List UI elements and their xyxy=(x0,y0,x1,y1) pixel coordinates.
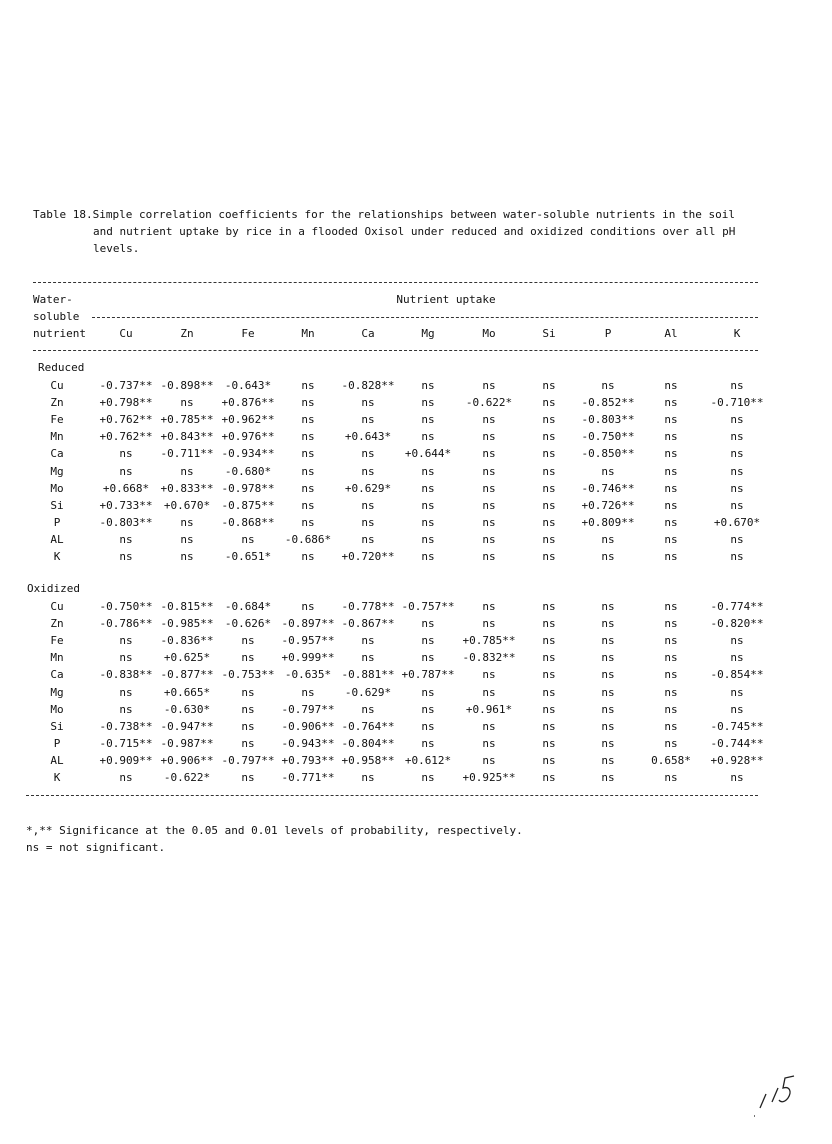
table-cell: ns xyxy=(601,464,615,478)
table-cell: ns xyxy=(361,651,375,665)
table-cell: ns xyxy=(601,736,615,750)
table-cell: ns xyxy=(664,413,678,427)
table-cell: -0.820** xyxy=(710,617,764,631)
table-cell: ns xyxy=(664,532,678,546)
table-cell: ns xyxy=(542,379,556,392)
table-cell: ns xyxy=(542,736,556,750)
table-cell: -0.744** xyxy=(710,736,764,750)
table-cell: +0.798** xyxy=(99,396,153,410)
table-cell: ns xyxy=(241,634,255,648)
table-cell: ns xyxy=(664,447,678,461)
table-cell: -0.836** xyxy=(160,634,214,648)
table-cell: ns xyxy=(421,617,435,631)
table-cell: ns xyxy=(301,498,315,512)
table-cell: -0.778** xyxy=(341,600,395,613)
table-cell: ns xyxy=(542,430,556,444)
table-cell: ns xyxy=(119,702,133,716)
table-cell: ns xyxy=(730,464,744,478)
table-cell: ns xyxy=(601,651,615,665)
table-cell: ns xyxy=(730,634,744,648)
table-cell: +0.843** xyxy=(160,430,214,444)
stub-header-line-2: soluble xyxy=(33,310,80,323)
header-rule xyxy=(33,350,758,351)
table-cell: ns xyxy=(664,685,678,699)
table-cell: ns xyxy=(664,515,678,529)
table-cell: ns xyxy=(421,719,435,733)
table-cell: -0.629* xyxy=(344,685,392,699)
table-cell: ns xyxy=(730,651,744,665)
table-cell: -0.947** xyxy=(160,719,214,733)
table-cell: +0.958** xyxy=(341,753,395,767)
handwritten-page-number xyxy=(752,1070,802,1120)
row-label: Mo xyxy=(50,481,64,495)
row-label: Cu xyxy=(50,600,64,613)
table-cell: ns xyxy=(664,651,678,665)
table-cell: ns xyxy=(601,771,615,784)
table-cell: +0.906** xyxy=(160,753,214,767)
table-cell: ns xyxy=(664,379,678,392)
table-cell: ns xyxy=(421,413,435,427)
table-cell: ns xyxy=(664,617,678,631)
table-cell: ns xyxy=(542,651,556,665)
group-header: Nutrient uptake xyxy=(396,293,496,306)
table-cell: ns xyxy=(361,702,375,716)
row-label: Zn xyxy=(50,617,64,631)
table-cell: ns xyxy=(601,532,615,546)
table-cell: ns xyxy=(664,736,678,750)
table-cell: ns xyxy=(301,396,315,410)
table-cell: +0.785** xyxy=(160,413,214,427)
table-cell: -0.771** xyxy=(281,771,335,784)
table-cell: ns xyxy=(664,600,678,613)
table-cell: ns xyxy=(301,379,315,392)
row-label: Fe xyxy=(50,634,64,648)
table-cell: ns xyxy=(542,771,556,784)
row-label: Mn xyxy=(50,651,64,665)
table-cell: ns xyxy=(542,719,556,733)
table-cell: +0.787** xyxy=(401,668,455,682)
table-cell: ns xyxy=(119,685,133,699)
table-cell: -0.745** xyxy=(710,719,764,733)
table-cell: ns xyxy=(119,651,133,665)
table-cell: ns xyxy=(664,668,678,682)
table-cell: ns xyxy=(119,550,133,563)
table-cell: +0.925** xyxy=(462,771,516,784)
table-cell: ns xyxy=(542,600,556,613)
table-cell: ns xyxy=(664,634,678,648)
table-cell: ns xyxy=(601,379,615,392)
table-cell: ns xyxy=(421,379,435,392)
column-header-al: Al xyxy=(664,327,678,340)
table-cell: ns xyxy=(361,634,375,648)
table-cell: +0.762** xyxy=(99,430,153,444)
table-cell: ns xyxy=(730,379,744,392)
table-cell: -0.746** xyxy=(581,481,635,495)
table-cell: ns xyxy=(361,464,375,478)
table-cell: ns xyxy=(730,481,744,495)
table-cell: -0.832** xyxy=(462,651,516,665)
table-cell: -0.877** xyxy=(160,668,214,682)
table-cell: ns xyxy=(664,702,678,716)
table-cell: +0.785** xyxy=(462,634,516,648)
table-cell: ns xyxy=(601,719,615,733)
table-cell: +0.876** xyxy=(221,396,275,410)
table-cell: +0.809** xyxy=(581,515,635,529)
table-cell: -0.680* xyxy=(224,464,272,478)
table-caption xyxy=(33,206,763,257)
table-cell: +0.733** xyxy=(99,498,153,512)
table-cell: ns xyxy=(542,515,556,529)
table-cell: ns xyxy=(301,515,315,529)
table-cell: -0.867** xyxy=(341,617,395,631)
row-label: P xyxy=(53,515,61,529)
table-cell: ns xyxy=(482,617,496,631)
table-cell: ns xyxy=(241,702,255,716)
table-cell: ns xyxy=(421,464,435,478)
row-label: Si xyxy=(50,498,64,512)
table-cell: ns xyxy=(361,498,375,512)
table-cell: ns xyxy=(361,413,375,427)
table-cell: ns xyxy=(241,771,255,784)
table-cell: ns xyxy=(241,651,255,665)
table-cell: ns xyxy=(421,736,435,750)
table-cell: ns xyxy=(482,515,496,529)
row-label: AL xyxy=(50,753,64,767)
table-cell: +0.762** xyxy=(99,413,153,427)
table-cell: ns xyxy=(482,430,496,444)
table-cell: ns xyxy=(542,498,556,512)
table-cell: -0.978** xyxy=(221,481,275,495)
table-cell: ns xyxy=(119,447,133,461)
table-cell: ns xyxy=(361,771,375,784)
table-cell: ns xyxy=(301,685,315,699)
table-cell: -0.711** xyxy=(160,447,214,461)
row-label: Cu xyxy=(50,379,64,392)
table-cell: ns xyxy=(482,481,496,495)
table-cell: +0.961* xyxy=(465,702,513,716)
table-cell: -0.686* xyxy=(284,532,332,546)
table-cell: ns xyxy=(730,550,744,563)
table-cell: ns xyxy=(482,379,496,392)
table-cell: ns xyxy=(482,498,496,512)
table-cell: ns xyxy=(542,617,556,631)
table-cell: ns xyxy=(730,771,744,784)
column-header-fe: Fe xyxy=(241,327,255,340)
bottom-rule xyxy=(26,795,758,796)
table-cell: ns xyxy=(361,396,375,410)
table-cell: ns xyxy=(482,532,496,546)
table-cell: ns xyxy=(301,550,315,563)
table-cell: -0.943** xyxy=(281,736,335,750)
table-cell: +0.625* xyxy=(163,651,211,665)
table-cell: ns xyxy=(482,753,496,767)
table-cell: -0.906** xyxy=(281,719,335,733)
table-cell: ns xyxy=(301,464,315,478)
table-cell: -0.957** xyxy=(281,634,335,648)
table-cell: ns xyxy=(301,600,315,613)
table-cell: -0.651* xyxy=(224,550,272,563)
table-cell: ns xyxy=(542,702,556,716)
table-cell: -0.630* xyxy=(163,702,211,716)
footnote-ns: ns = not significant. xyxy=(26,841,166,854)
table-cell: ns xyxy=(119,464,133,478)
row-label: K xyxy=(53,771,61,784)
column-header-mg: Mg xyxy=(421,327,435,340)
table-cell: ns xyxy=(241,736,255,750)
table-cell: ns xyxy=(421,481,435,495)
table-cell: ns xyxy=(482,600,496,613)
table-cell: ns xyxy=(730,498,744,512)
table-cell: ns xyxy=(482,736,496,750)
section-title-reduced: Reduced xyxy=(38,361,85,374)
table-cell: ns xyxy=(542,481,556,495)
table-cell: -0.753** xyxy=(221,668,275,682)
table-cell: +0.726** xyxy=(581,498,635,512)
table-cell: ns xyxy=(664,430,678,444)
table-cell: +0.643* xyxy=(344,430,392,444)
column-header-k: K xyxy=(733,327,741,340)
table-cell: ns xyxy=(601,702,615,716)
column-header-ca: Ca xyxy=(361,327,375,340)
table-cell: +0.833** xyxy=(160,481,214,495)
table-cell: +0.793** xyxy=(281,753,335,767)
row-label: Fe xyxy=(50,413,64,427)
row-label: P xyxy=(53,736,61,750)
table-cell: 0.658* xyxy=(651,753,691,767)
table-cell: +0.720** xyxy=(341,550,395,563)
table-cell: -0.797** xyxy=(221,753,275,767)
row-label: Mg xyxy=(50,464,64,478)
table-cell: ns xyxy=(119,771,133,784)
table-cell: +0.670* xyxy=(163,498,211,512)
table-cell: ns xyxy=(601,600,615,613)
table-cell: ns xyxy=(421,515,435,529)
table-cell: ns xyxy=(180,550,194,563)
table-cell: +0.670* xyxy=(713,515,761,529)
table-cell: ns xyxy=(482,719,496,733)
table-cell: +0.629* xyxy=(344,481,392,495)
row-label: AL xyxy=(50,532,64,546)
table-cell: -0.803** xyxy=(581,413,635,427)
row-label: K xyxy=(53,550,61,563)
table-cell: ns xyxy=(482,413,496,427)
table-cell: -0.875** xyxy=(221,498,275,512)
table-cell: ns xyxy=(664,719,678,733)
row-label: Mn xyxy=(50,430,64,444)
table-cell: ns xyxy=(601,550,615,563)
table-cell: -0.852** xyxy=(581,396,635,410)
row-label: Mg xyxy=(50,685,64,699)
table-cell: -0.738** xyxy=(99,719,153,733)
table-cell: ns xyxy=(421,651,435,665)
table-cell: ns xyxy=(542,685,556,699)
table-cell: ns xyxy=(301,481,315,495)
table-cell: -0.854** xyxy=(710,668,764,682)
table-cell: +0.976** xyxy=(221,430,275,444)
table-cell: ns xyxy=(730,430,744,444)
table-cell: +0.665* xyxy=(163,685,211,699)
table-cell: ns xyxy=(241,685,255,699)
table-cell: ns xyxy=(301,413,315,427)
table-cell: -0.684* xyxy=(224,600,272,613)
table-cell: ns xyxy=(664,771,678,784)
table-cell: -0.881** xyxy=(341,668,395,682)
table-cell: ns xyxy=(361,447,375,461)
table-cell: -0.643* xyxy=(224,379,272,392)
table-cell: ns xyxy=(180,532,194,546)
table-cell: ns xyxy=(241,532,255,546)
table-cell: ns xyxy=(664,550,678,563)
table-cell: ns xyxy=(361,515,375,529)
section-title-oxidized: Oxidized xyxy=(27,582,80,595)
table-cell: ns xyxy=(119,532,133,546)
row-label: Ca xyxy=(50,668,64,682)
table-cell: ns xyxy=(482,550,496,563)
table-cell: ns xyxy=(482,685,496,699)
table-cell: -0.797** xyxy=(281,702,335,716)
stub-header-line-3: nutrient xyxy=(33,327,86,340)
table-cell: ns xyxy=(601,753,615,767)
table-cell: ns xyxy=(421,396,435,410)
table-cell: -0.737** xyxy=(99,379,153,392)
table-cell: -0.715** xyxy=(99,736,153,750)
table-cell: -0.898** xyxy=(160,379,214,392)
row-label: Mo xyxy=(50,702,64,716)
table-cell: ns xyxy=(542,447,556,461)
table-cell: -0.622* xyxy=(465,396,513,410)
table-cell: -0.804** xyxy=(341,736,395,750)
group-rule xyxy=(92,317,758,318)
table-cell: ns xyxy=(180,396,194,410)
row-label: Ca xyxy=(50,447,64,461)
table-cell: ns xyxy=(542,396,556,410)
table-cell: ns xyxy=(482,464,496,478)
table-cell: ns xyxy=(301,447,315,461)
table-cell: -0.828** xyxy=(341,379,395,392)
table-cell: -0.635* xyxy=(284,668,332,682)
table-cell: -0.897** xyxy=(281,617,335,631)
table-cell: -0.786** xyxy=(99,617,153,631)
table-cell: ns xyxy=(180,515,194,529)
table-cell: ns xyxy=(730,447,744,461)
table-cell: ns xyxy=(241,719,255,733)
table-cell: -0.838** xyxy=(99,668,153,682)
table-cell: ns xyxy=(664,464,678,478)
table-cell: -0.750** xyxy=(581,430,635,444)
table-cell: +0.909** xyxy=(99,753,153,767)
table-cell: ns xyxy=(301,430,315,444)
caption-line-2: and nutrient uptake by rice in a flooded Oxisol under reduced and oxidized conditions over all pH xyxy=(93,225,736,238)
table-cell: ns xyxy=(601,634,615,648)
table-cell: ns xyxy=(664,481,678,495)
table-cell: +0.928** xyxy=(710,753,764,767)
table-cell: ns xyxy=(542,668,556,682)
table-cell: ns xyxy=(601,668,615,682)
table-cell: ns xyxy=(664,396,678,410)
table-cell: ns xyxy=(542,413,556,427)
table-cell: ns xyxy=(730,532,744,546)
footnote-significance: *,** Significance at the 0.05 and 0.01 levels of probability, respectively. xyxy=(26,824,523,837)
table-cell: ns xyxy=(421,702,435,716)
table-cell: -0.626* xyxy=(224,617,272,631)
table-cell: ns xyxy=(730,685,744,699)
table-cell: +0.999** xyxy=(281,651,335,665)
table-cell: ns xyxy=(482,668,496,682)
table-cell: ns xyxy=(482,447,496,461)
table-cell: -0.815** xyxy=(160,600,214,613)
table-cell: ns xyxy=(421,498,435,512)
table-cell: ns xyxy=(730,702,744,716)
table-cell: +0.962** xyxy=(221,413,275,427)
column-header-si: Si xyxy=(542,327,556,340)
column-header-cu: Cu xyxy=(119,327,133,340)
table-cell: -0.985** xyxy=(160,617,214,631)
table-cell: ns xyxy=(421,550,435,563)
caption-line-1: Table 18.Simple correlation coefficients for the relationships between water-soluble nutrients in the soil xyxy=(33,208,735,221)
table-cell: +0.644* xyxy=(404,447,452,461)
table-cell: ns xyxy=(421,685,435,699)
table-cell: ns xyxy=(601,617,615,631)
row-label: Si xyxy=(50,719,64,733)
table-cell: ns xyxy=(730,413,744,427)
table-cell: ns xyxy=(542,634,556,648)
table-cell: ns xyxy=(542,550,556,563)
column-header-p: P xyxy=(604,327,612,340)
table-cell: ns xyxy=(542,753,556,767)
table-cell: -0.868** xyxy=(221,515,275,529)
table-cell: -0.934** xyxy=(221,447,275,461)
table-cell: ns xyxy=(421,771,435,784)
table-cell: -0.774** xyxy=(710,600,764,613)
table-cell: +0.612* xyxy=(404,753,452,767)
table-cell: ns xyxy=(361,532,375,546)
table-cell: +0.668* xyxy=(102,481,150,495)
table-cell: ns xyxy=(601,685,615,699)
stub-header-line-1: Water- xyxy=(33,293,73,306)
table-cell: -0.803** xyxy=(99,515,153,529)
table-cell: -0.757** xyxy=(401,600,455,613)
column-header-zn: Zn xyxy=(180,327,194,340)
table-cell: ns xyxy=(180,464,194,478)
table-cell: ns xyxy=(542,532,556,546)
table-cell: ns xyxy=(421,532,435,546)
table-cell: ns xyxy=(664,498,678,512)
top-rule xyxy=(33,282,758,283)
table-cell: -0.750** xyxy=(99,600,153,613)
table-cell: -0.622* xyxy=(163,771,211,784)
table-cell: -0.710** xyxy=(710,396,764,410)
table-cell: ns xyxy=(119,634,133,648)
table-cell: -0.987** xyxy=(160,736,214,750)
table-cell: -0.850** xyxy=(581,447,635,461)
caption-line-3: levels. xyxy=(93,242,140,255)
column-header-mn: Mn xyxy=(301,327,315,340)
table-cell: ns xyxy=(542,464,556,478)
table-cell: ns xyxy=(421,430,435,444)
row-label: Zn xyxy=(50,396,64,410)
table-cell: ns xyxy=(421,634,435,648)
column-header-mo: Mo xyxy=(482,327,496,340)
table-cell: -0.764** xyxy=(341,719,395,733)
